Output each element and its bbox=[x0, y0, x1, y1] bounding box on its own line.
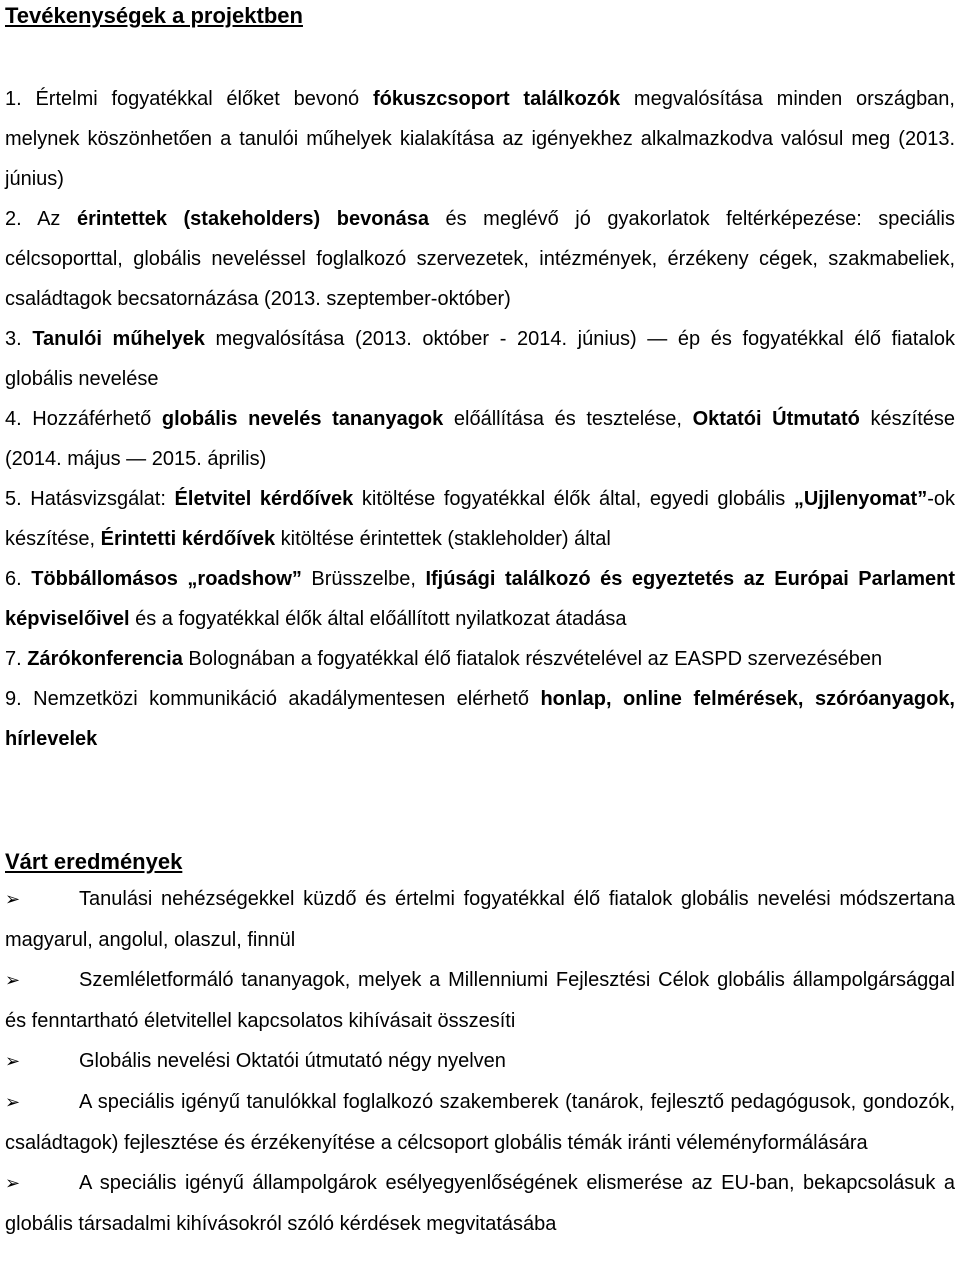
result-text: A speciális igényű állampolgárok esélyegyenlőségének elismerése az EU-ban, bekapcsolásuk a globális társadalmi kihívásokról szóló kérdések megvitatásába bbox=[5, 1172, 955, 1235]
activity-item bbox=[5, 399, 955, 479]
activity-emphasis: „Ujjlenyomat” bbox=[793, 488, 928, 510]
activity-item bbox=[5, 679, 955, 759]
activity-text: készítése (2014. május — 2015. április) bbox=[5, 408, 956, 470]
activity-item bbox=[5, 319, 955, 399]
activity-text: kitöltése fogyatékkal élők által, egyedi globális bbox=[353, 488, 794, 510]
activity-text: megvalósítása (2013. október - 2014. június) — ép és fogyatékkal élő fiatalok globális nevelése bbox=[5, 328, 955, 390]
activity-emphasis: Tanulói műhelyek bbox=[32, 328, 205, 350]
arrow-bullet-icon: ➢ bbox=[5, 1173, 21, 1194]
activity-text: 2. Az bbox=[5, 208, 77, 230]
activity-emphasis: Érintetti kérdőívek bbox=[100, 528, 276, 550]
arrow-bullet-icon: ➢ bbox=[5, 889, 21, 910]
activity-text: megvalósítása minden országban, melynek köszönhetően a tanulói műhelyek kialakítása az igényekhez alkalmazkodva valósul meg (2013. június) bbox=[5, 88, 955, 190]
activity-item bbox=[5, 479, 955, 559]
result-text: Tanulási nehézségekkel küzdő és értelmi fogyatékkal élő fiatalok globális nevelési módszertana magyarul, angolul, olaszul, finnül bbox=[5, 888, 955, 951]
result-item bbox=[5, 1163, 955, 1244]
activity-item bbox=[5, 199, 955, 319]
result-item bbox=[5, 1082, 955, 1163]
result-item bbox=[5, 879, 955, 960]
arrow-bullet-icon: ➢ bbox=[5, 1092, 21, 1113]
activity-emphasis: Többállomásos „roadshow” bbox=[31, 568, 302, 590]
activity-text: előállítása és tesztelése, bbox=[443, 408, 693, 430]
activity-text: 5. Hatásvizsgálat: bbox=[5, 488, 175, 510]
activity-emphasis: honlap, online felmérések, szóróanyagok, hírlevelek bbox=[5, 688, 955, 750]
activity-text: 3. bbox=[5, 328, 33, 350]
results-list bbox=[5, 879, 955, 1244]
activity-text: 7. bbox=[5, 648, 28, 670]
activity-emphasis: globális nevelés tananyagok bbox=[161, 408, 444, 430]
result-text: Globális nevelési Oktatói útmutató négy nyelven bbox=[79, 1050, 506, 1072]
activity-text: Bolognában a fogyatékkal élő fiatalok részvételével az EASPD szervezésében bbox=[182, 648, 883, 670]
activity-emphasis: Életvitel kérdőívek bbox=[174, 488, 354, 510]
arrow-bullet-icon: ➢ bbox=[5, 970, 21, 991]
activities-heading: Tevékenységek a projektben bbox=[5, 3, 303, 28]
result-item bbox=[5, 960, 955, 1041]
activity-emphasis: Ifjúsági találkozó és egyeztetés az Európai Parlament képviselőivel bbox=[5, 568, 955, 630]
activity-item bbox=[5, 639, 955, 679]
activity-text: 6. bbox=[5, 568, 32, 590]
activity-text: és meglévő jó gyakorlatok feltérképezése: speciális célcsoporttal, globális neveléssel foglalkozó szervezetek, intézmények, érzékeny cégek, szakmabeliek, családtagok becsatornázása (2013. szeptember-október) bbox=[5, 208, 955, 310]
results-heading: Várt eredmények bbox=[5, 849, 183, 874]
activity-emphasis: Oktatói Útmutató bbox=[692, 408, 860, 430]
result-text: Szemléletformáló tananyagok, melyek a Millenniumi Fejlesztési Célok globális állampolgársággal és fenntartható életvitellel kapcsolatos kihívásait összesíti bbox=[5, 969, 955, 1032]
activity-text: kitöltése érintettek (stakleholder) által bbox=[275, 528, 611, 550]
result-text: A speciális igényű tanulókkal foglalkozó szakemberek (tanárok, fejlesztő pedagógusok, gondozók, családtagok) fejlesztése és érzékenyítése a célcsoport globális témák iránti véleményformálására bbox=[5, 1091, 955, 1154]
activity-text: Brüsszelbe, bbox=[301, 568, 426, 590]
activity-emphasis: Zárókonferencia bbox=[27, 648, 183, 670]
activities-list bbox=[5, 79, 955, 759]
activity-item bbox=[5, 79, 955, 199]
activity-text: 9. Nemzetközi kommunikáció akadálymentesen elérhető bbox=[5, 688, 541, 710]
activity-item bbox=[5, 559, 955, 639]
activity-text: 1. Értelmi fogyatékkal élőket bevonó bbox=[5, 88, 373, 110]
activity-text: -ok készítése, bbox=[5, 488, 955, 550]
arrow-bullet-icon: ➢ bbox=[5, 1051, 21, 1072]
activity-text: és a fogyatékkal élők által előállított nyilatkozat átadása bbox=[129, 608, 627, 630]
result-item bbox=[5, 1041, 955, 1082]
activity-emphasis: érintettek (stakeholders) bevonása bbox=[76, 208, 429, 230]
activity-text: 4. Hozzáférhető bbox=[5, 408, 162, 430]
activity-emphasis: fókuszcsoport találkozók bbox=[372, 88, 621, 110]
